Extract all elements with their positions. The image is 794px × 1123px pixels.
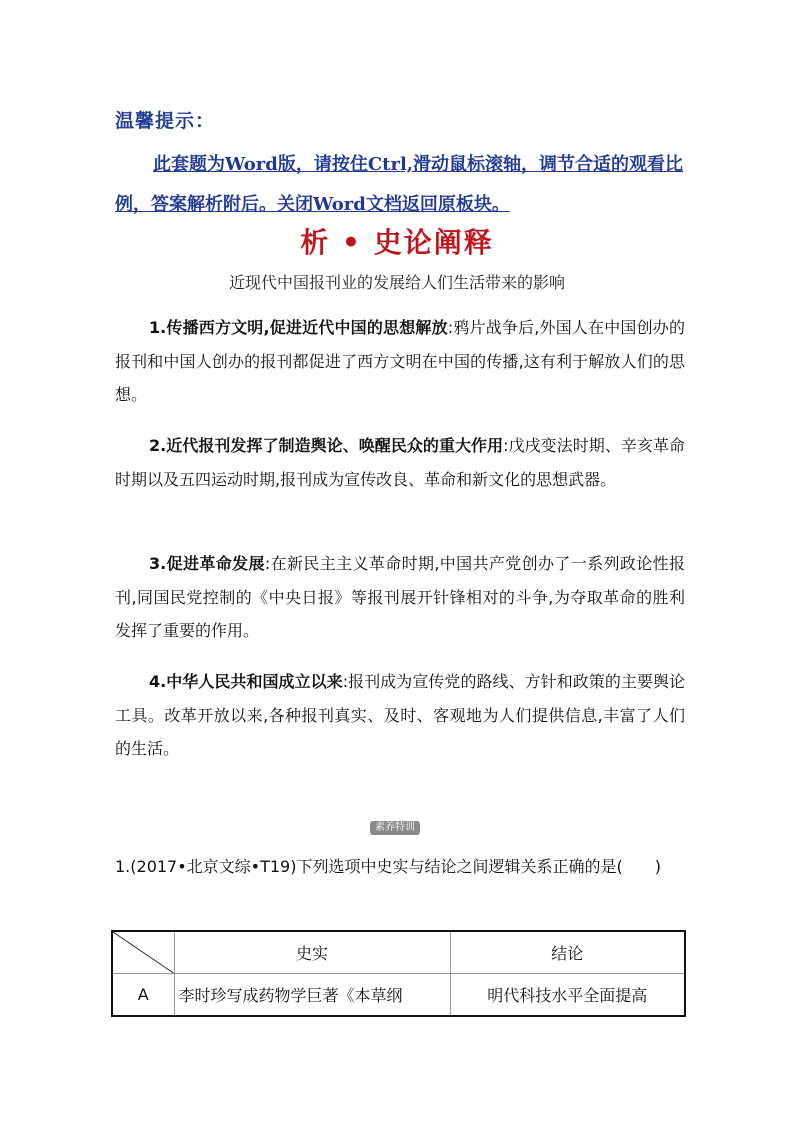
diagonal-header-cell xyxy=(112,931,174,974)
tip-title: 温馨提示： xyxy=(115,110,216,132)
point-text: :在新民主主义革命时期,中国共产党创办了一系列政论性报刊,同国民党控制的《中央日报》等报刊展开针锋相对的斗争,为夺取革命的胜利发挥了重要的作用。 xyxy=(115,554,685,640)
point-text: :鸦片战争后,外国人在中国创办的报刊和中国人创办的报刊都促进了西方文明在中国的传播,这有利于解放人们的思想。 xyxy=(115,318,685,404)
point-heading: 3.促进革命发展 xyxy=(149,554,265,573)
question-1: 1.(2017•北京文综•T19)下列选项中史实与结论之间逻辑关系正确的是( ) xyxy=(115,857,661,876)
header-conclusion: 结论 xyxy=(450,931,685,974)
section-title: 析 • 史论阐释 xyxy=(300,226,494,259)
diagonal-line xyxy=(113,932,174,973)
section-badge: 素养特训 xyxy=(370,821,420,835)
table-row xyxy=(112,974,685,1017)
point-heading: 1.传播西方文明,促进近代中国的思想解放 xyxy=(149,318,448,337)
point-text: :报刊成为宣传党的路线、方针和政策的主要舆论工具。改革开放以来,各种报刊真实、及时、客观地为人们提供信息,丰富了人们的生活。 xyxy=(115,672,685,758)
point-4 xyxy=(115,665,685,766)
section-subtitle: 近现代中国报刊业的发展给人们生活带来的影响 xyxy=(228,273,565,292)
point-3 xyxy=(115,547,685,648)
option-conclusion: 明代科技水平全面提高 xyxy=(450,974,685,1017)
options-table xyxy=(111,930,686,1017)
header-fact: 史实 xyxy=(174,931,450,974)
point-2 xyxy=(115,429,685,496)
option-label: A xyxy=(112,974,174,1017)
table-header-row xyxy=(112,931,685,974)
point-heading: 2.近代报刊发挥了制造舆论、唤醒民众的重大作用 xyxy=(149,436,504,455)
option-fact: 李时珍写成药物学巨著《本草纲 xyxy=(174,974,450,1017)
point-1 xyxy=(115,311,685,412)
point-text: :戊戌变法时期、辛亥革命时期以及五四运动时期,报刊成为宣传改良、革命和新文化的思想武器。 xyxy=(115,436,685,489)
point-heading: 4.中华人民共和国成立以来 xyxy=(149,672,343,691)
tip-body: 此套题为Word版，请按住Ctrl,滑动鼠标滚轴，调节合适的观看比例，答案解析附后。关闭Word文档返回原板块。 xyxy=(115,154,684,215)
